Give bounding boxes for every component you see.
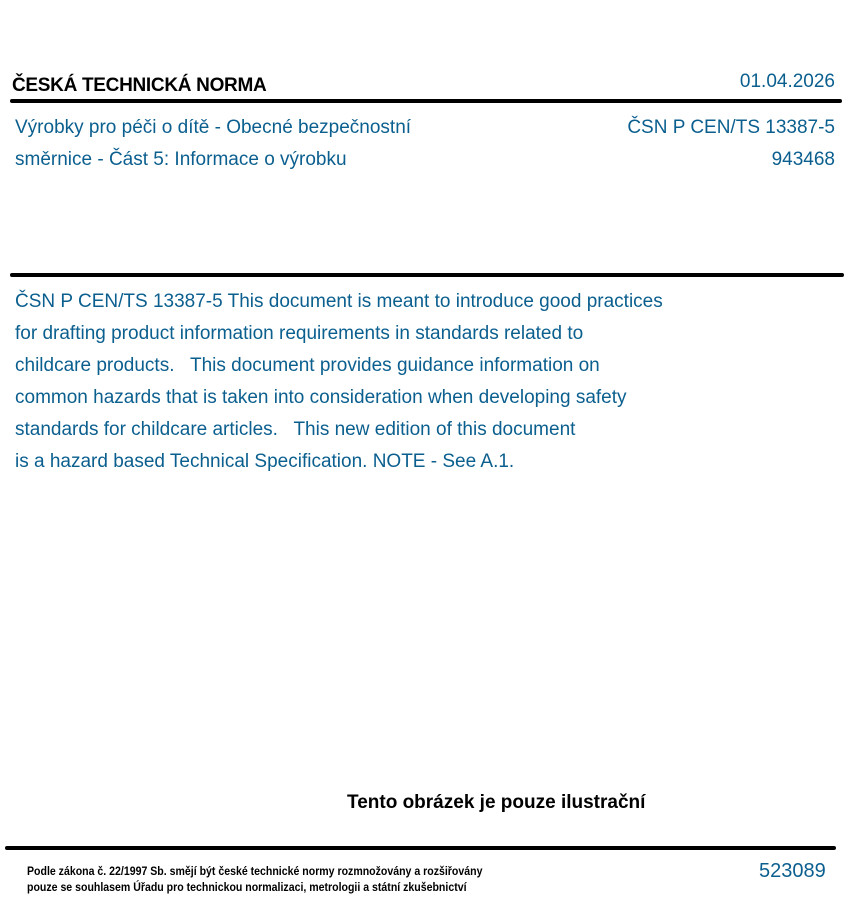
standard-title-line: směrnice - Část 5: Informace o výrobku bbox=[15, 149, 347, 170]
abstract-line: common hazards that is taken into consideration when developing safety bbox=[15, 387, 627, 408]
catalog-number: 943468 bbox=[771, 149, 835, 170]
standard-code: ČSN P CEN/TS 13387-5 bbox=[627, 117, 835, 138]
header-divider bbox=[10, 99, 842, 103]
abstract-line: is a hazard based Technical Specification. NOTE - See A.1. bbox=[15, 451, 515, 472]
abstract bbox=[15, 286, 775, 478]
abstract-line: ČSN P CEN/TS 13387-5 This document is meant to introduce good practices bbox=[15, 291, 663, 312]
abstract-line: standards for childcare articles. This new edition of this document bbox=[15, 419, 576, 440]
illustration-note: Tento obrázek je pouze ilustrační bbox=[347, 792, 646, 813]
abstract-line: childcare products. This document provides guidance information on bbox=[15, 355, 600, 376]
document-date: 01.04.2026 bbox=[739, 71, 835, 92]
legal-notice-line: Podle zákona č. 22/1997 Sb. smějí být české technické normy rozmnožovány a rozšiřovány bbox=[27, 864, 483, 878]
abstract-line: for drafting product information requirements in standards related to bbox=[15, 323, 584, 344]
section-divider bbox=[10, 273, 844, 277]
legal-notice bbox=[27, 863, 482, 895]
standard-title-line: Výrobky pro péči o dítě - Obecné bezpečnostní bbox=[15, 117, 412, 138]
footer-number: 523089 bbox=[759, 860, 826, 882]
standard-title bbox=[15, 112, 411, 176]
document-header-title: ČESKÁ TECHNICKÁ NORMA bbox=[12, 75, 267, 96]
legal-notice-line: pouze se souhlasem Úřadu pro technickou normalizaci, metrologii a státní zkušebnictví bbox=[27, 880, 467, 894]
footer-divider bbox=[5, 846, 836, 850]
standard-identifiers bbox=[627, 112, 835, 176]
